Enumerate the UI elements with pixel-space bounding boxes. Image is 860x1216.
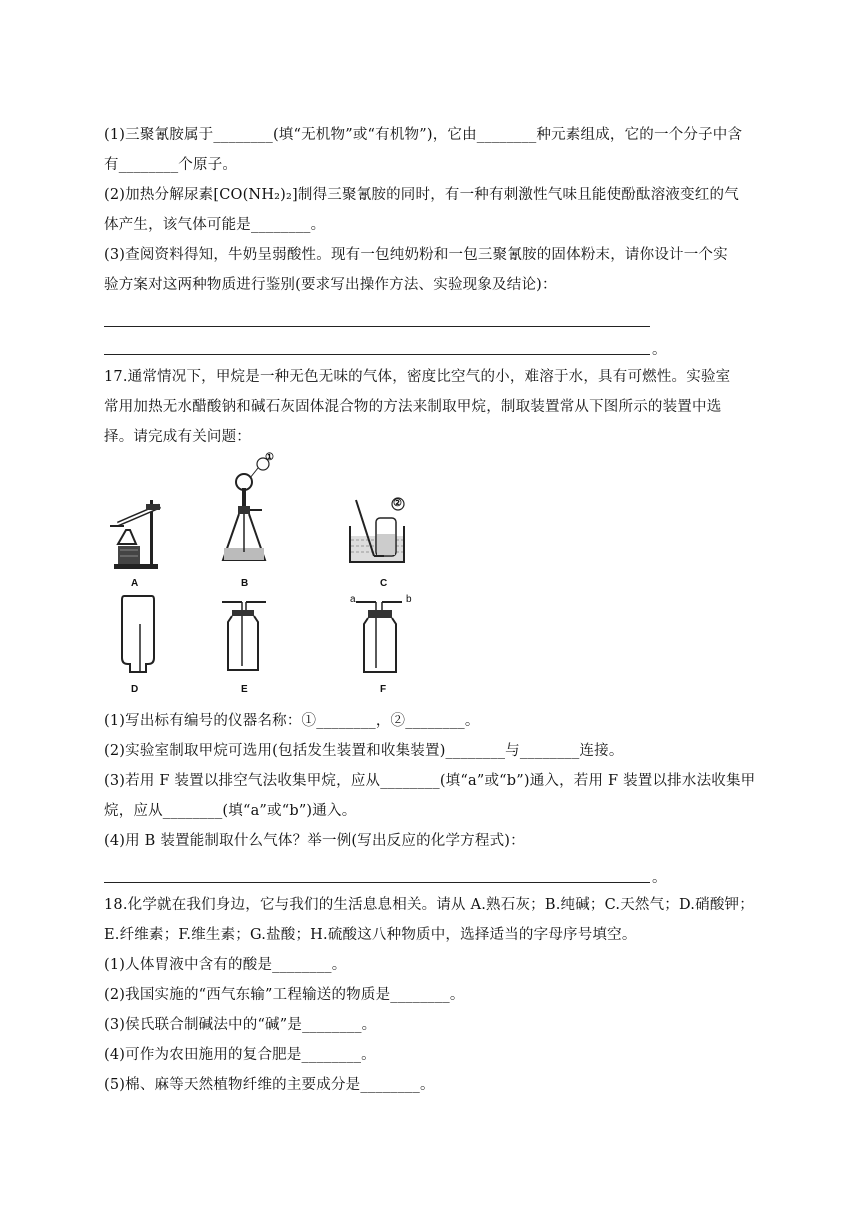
answer-underline	[104, 328, 650, 355]
port-b-label: b	[406, 594, 412, 605]
q17-period: 。	[652, 870, 667, 886]
question-17	[104, 362, 758, 884]
q18-part5: (5)棉、麻等天然植物纤维的主要成分是________。	[104, 1077, 435, 1093]
worksheet-page	[104, 120, 758, 1100]
q18-part3: (3)侯氏联合制碱法中的“碱”是________。	[104, 1017, 377, 1033]
q16-part1-line1: (1)三聚氰胺属于________(填“无机物”或“有机物”)，它由________种元素组成，它的一个分子中含	[104, 127, 743, 143]
q18-part1: (1)人体胃液中含有的酸是________。	[104, 957, 347, 973]
apparatus-e-gas-bottle	[216, 596, 272, 676]
q16-part3-line2: 验方案对这两种物质进行鉴别(要求写出操作方法、实验现象及结论)：	[104, 277, 557, 293]
q16-answer-line-2[interactable]	[104, 328, 758, 356]
q17-intro-line3: 择。请完成有关问题：	[104, 429, 251, 445]
answer-underline	[104, 300, 650, 327]
label-f: F	[380, 684, 387, 695]
apparatus-a-heating-tube	[108, 486, 168, 571]
question-16	[104, 120, 758, 356]
q17-part3-line2: 烷，应从________(填“a”或“b”)通入。	[104, 803, 357, 819]
label-b: B	[241, 578, 249, 589]
port-a-label: a	[350, 594, 356, 605]
q17-intro-line2: 常用加热无水醋酸钠和碱石灰固体混合物的方法来制取甲烷，制取装置常从下图所示的装置中选	[104, 399, 722, 415]
apparatus-figure	[104, 452, 758, 706]
apparatus-b-conical-flask	[218, 456, 278, 571]
q17-part3-line1: (3)若用 F 装置以排空气法收集甲烷，应从________(填“a”或“b”)通入，若用 F 装置以排水法收集甲	[104, 773, 756, 789]
q16-part2-line2: 体产生，该气体可能是________。	[104, 217, 326, 233]
q18-intro-line2: E.纤维素；F.维生素；G.盐酸；H.硫酸这八种物质中，选择适当的字母序号填空。	[104, 927, 637, 943]
q16-part1-line2: 有________个原子。	[104, 157, 238, 173]
label-a: A	[131, 578, 139, 589]
q17-part2: (2)实验室制取甲烷可选用(包括发生装置和收集装置)________与________连接。	[104, 743, 624, 759]
q17-intro-line1: 17.通常情况下，甲烷是一种无色无味的气体，密度比空气的小，难溶于水，具有可燃性。实验室	[104, 369, 731, 385]
q16-part3-line1: (3)查阅资料得知，牛奶呈弱酸性。现有一包纯奶粉和一包三聚氰胺的固体粉末，请你设计一个实	[104, 247, 728, 263]
apparatus-d-inverted-bottle	[118, 594, 158, 674]
q17-answer-line[interactable]	[104, 856, 758, 884]
marker-1: ①	[265, 452, 274, 463]
question-18	[104, 890, 758, 1100]
label-d: D	[131, 684, 139, 695]
q16-part2-line1: (2)加热分解尿素[CO(NH₂)₂]制得三聚氰胺的同时，有一种有刺激性气味且能使酚酞溶液变红的气	[104, 187, 739, 203]
q16-answer-line-1[interactable]	[104, 300, 758, 328]
q17-part1: (1)写出标有编号的仪器名称：①________，②________。	[104, 713, 480, 729]
label-c: C	[380, 578, 388, 589]
apparatus-f-gas-bottle	[348, 594, 412, 678]
q18-part2: (2)我国实施的“西气东输”工程输送的物质是________。	[104, 987, 465, 1003]
q18-part4: (4)可作为农田施用的复合肥是________。	[104, 1047, 376, 1063]
label-e: E	[241, 684, 248, 695]
q16-period: 。	[652, 342, 667, 358]
answer-underline	[104, 856, 650, 883]
marker-2: ②	[393, 498, 402, 509]
q18-intro-line1: 18.化学就在我们身边，它与我们的生活息息相关。请从 A.熟石灰；B.纯碱；C.天然气；D.硝酸钾；	[104, 897, 754, 913]
q17-part4: (4)用 B 装置能制取什么气体？举一例(写出反应的化学方程式)：	[104, 833, 525, 849]
